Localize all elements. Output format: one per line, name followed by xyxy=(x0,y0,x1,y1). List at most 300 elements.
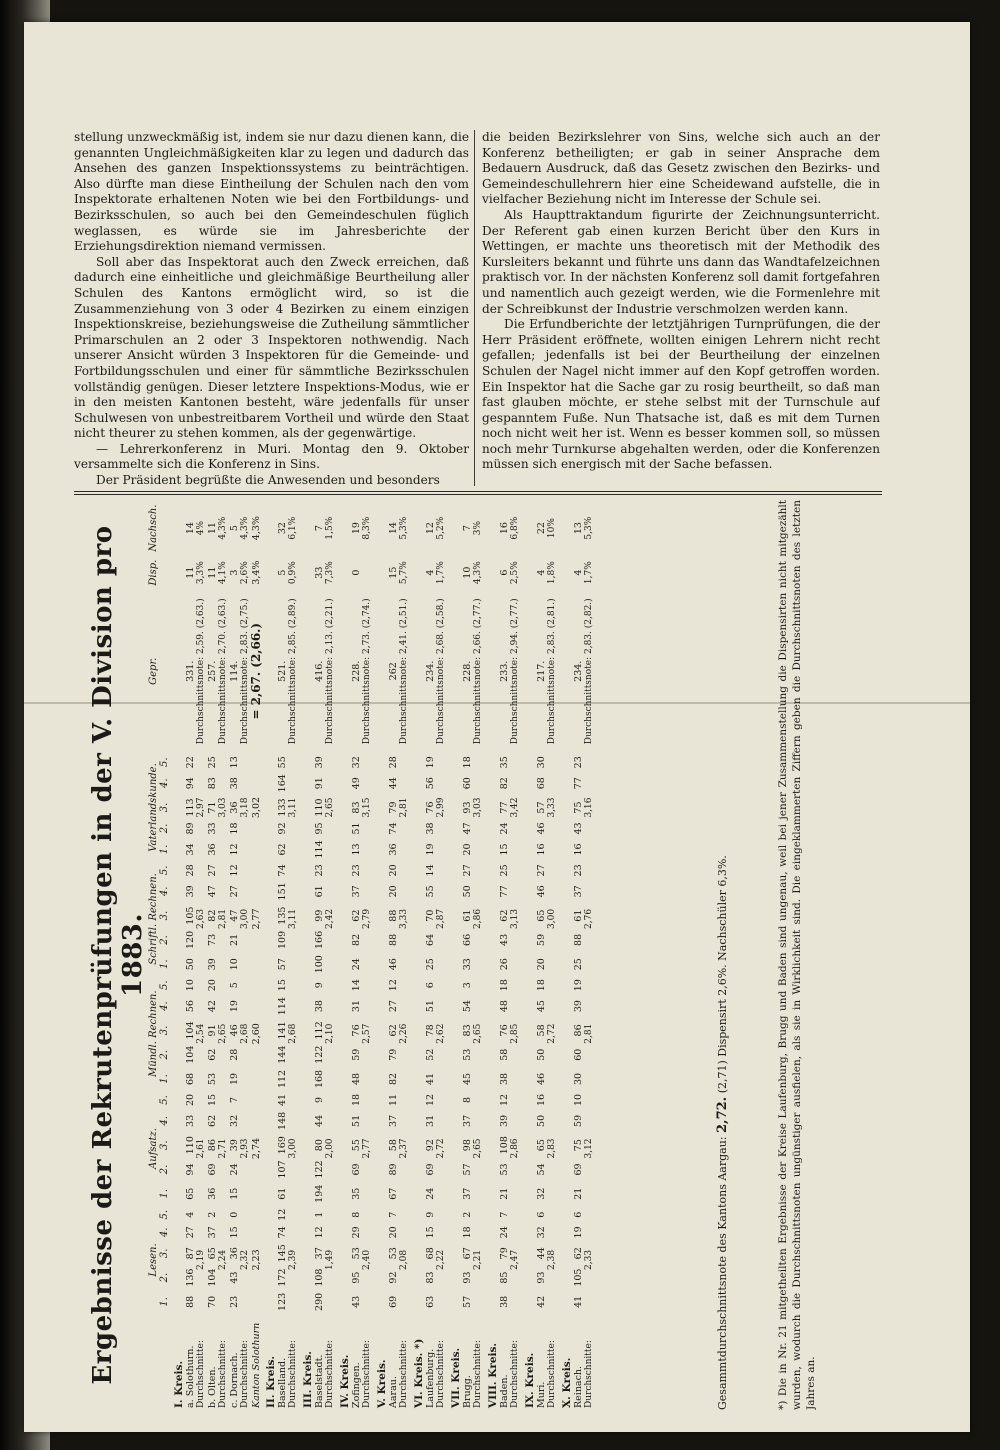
remedial-cell: 22 xyxy=(536,522,547,535)
grade-header: 4. xyxy=(159,1116,170,1126)
empty-cell xyxy=(447,500,462,1314)
count-cell: 48 xyxy=(499,1000,510,1013)
table-row xyxy=(410,500,425,1410)
count-cell: 9 xyxy=(314,1096,325,1103)
grade-header: 5. xyxy=(159,1209,170,1220)
count-cell: 19 xyxy=(425,843,436,856)
average-cell: 2,33 xyxy=(584,1249,594,1270)
header-cell xyxy=(159,589,170,753)
count-cell: 92 xyxy=(425,1139,436,1152)
grade-header: 1. xyxy=(159,1297,170,1307)
count-cell: 70 xyxy=(207,1295,218,1308)
examined-cell: 257. xyxy=(207,660,218,682)
count-cell: 25 xyxy=(207,756,218,769)
count-cell: 141 xyxy=(277,1021,288,1040)
row-label: Kanton Solothurn xyxy=(251,1322,262,1408)
average-cell: 3,16 xyxy=(584,797,594,818)
count-cell: 53 xyxy=(207,1072,218,1086)
count-cell: 37 xyxy=(314,1247,325,1260)
count-cell: 47 xyxy=(207,885,218,898)
table-row xyxy=(425,500,436,1410)
count-cell: 14 xyxy=(425,864,436,877)
grade-header: 3. xyxy=(159,910,170,921)
count-cell: 51 xyxy=(351,1114,362,1127)
count-cell: 53 xyxy=(499,1163,510,1176)
count-cell: 74 xyxy=(277,864,288,877)
count-cell: 169 xyxy=(277,1136,288,1155)
count-cell: 46 xyxy=(229,1024,240,1037)
dispensed-cell: 4 xyxy=(536,569,547,576)
remedial-cell: 7 xyxy=(314,525,325,532)
grade-note-cell: = 2,67. (2,66.) xyxy=(249,622,263,720)
count-cell: 91 xyxy=(207,1024,218,1037)
average-cell: 2,87 xyxy=(436,908,446,929)
count-cell: 24 xyxy=(499,822,510,835)
count-cell: 8 xyxy=(462,1096,473,1103)
header-cell xyxy=(159,500,170,556)
count-cell: 9 xyxy=(314,982,325,989)
count-cell: 88 xyxy=(185,1295,196,1308)
count-cell: 77 xyxy=(499,885,510,898)
average-cell: 1,49 xyxy=(325,1249,335,1270)
header-vland: Vaterlandskunde. xyxy=(148,763,159,852)
dispensed-cell: 3 xyxy=(229,569,240,576)
count-cell: 26 xyxy=(499,958,510,971)
row-label: IV. Kreis. xyxy=(339,1354,351,1408)
header-lesen: Lesen. xyxy=(148,1243,159,1277)
count-cell: 52 xyxy=(425,1048,436,1061)
count-cell: 113 xyxy=(185,798,196,817)
count-cell: 5 xyxy=(229,982,240,989)
table-title: Ergebnisse der Rekrutenprüfungen in der V. Division pro 1883. xyxy=(88,525,148,1385)
count-cell: 62 xyxy=(277,843,288,856)
count-cell: 79 xyxy=(499,1247,510,1260)
count-cell: 68 xyxy=(425,1247,436,1260)
dispensed-cell: 10 xyxy=(462,566,473,579)
count-cell: 76 xyxy=(425,801,436,814)
empty-cell xyxy=(558,500,573,1314)
grade-note-cell: Durchschnittsnote: 2,94. (2,77.) xyxy=(510,598,520,745)
count-cell: 38 xyxy=(425,822,436,835)
average-cell: 2,97 xyxy=(196,797,206,818)
row-label: Durchschnitte: xyxy=(547,1340,557,1408)
average-cell: 2,23 xyxy=(251,1249,262,1271)
dispensed-cell: 4 xyxy=(425,569,436,576)
average-cell: 2,00 xyxy=(325,1138,335,1159)
count-cell: 62 xyxy=(207,1048,218,1061)
row-label: Durchschnitte: xyxy=(584,1340,594,1408)
row-label: Durchschnitte: xyxy=(218,1340,228,1408)
count-cell: 77 xyxy=(573,777,584,790)
count-cell: 11 xyxy=(388,1093,399,1106)
count-cell: 37 xyxy=(462,1114,473,1127)
count-cell: 75 xyxy=(573,1139,584,1152)
dispensed-pct-cell: 1,7% xyxy=(584,561,594,585)
grade-note-cell: Durchschnittsnote: 2,68. (2,58.) xyxy=(436,598,446,745)
dispensed-cell: 11 xyxy=(185,566,196,579)
count-cell: 20 xyxy=(207,979,218,992)
row-label: X. Kreis. xyxy=(561,1357,573,1408)
table-row xyxy=(388,500,399,1410)
count-cell: 123 xyxy=(277,1292,288,1311)
dispensed-pct-cell: 0,9% xyxy=(288,561,298,585)
count-cell: 2 xyxy=(207,1211,218,1218)
paragraph: stellung unzweckmäßig ist, indem sie nur dazu dienen kann, die genannten Ungleichmäßigkeiten klar zu legen und dadurch das Ansehen des ganzen Inspektionssystems zu beinträchtigen. Also dürfte man diese Eintheilung der Schulen nach den vom Inspektorate erhaltenen Noten wie bei den Fortbildungs- und Bezirksschulen, so auch bei den Gemeindeschulen füglich weglassen, es würde sie im Jahresberichte der Erziehungsdirektion niemand vermissen. xyxy=(74,130,469,254)
row-label: Durchschnitte: xyxy=(240,1340,250,1408)
count-cell: 23 xyxy=(573,864,584,877)
count-cell: 82 xyxy=(207,909,218,922)
grade-header: 5. xyxy=(159,1095,170,1105)
count-cell: 36 xyxy=(229,801,240,814)
average-cell: 2,21 xyxy=(473,1249,483,1270)
count-cell: 36 xyxy=(229,1247,240,1260)
count-cell: 82 xyxy=(351,933,362,946)
count-cell: 62 xyxy=(499,909,510,922)
examined-cell: 521. xyxy=(277,660,288,682)
count-cell: 20 xyxy=(388,885,399,898)
count-cell: 22 xyxy=(185,756,196,769)
row-label: Durchschnitte: xyxy=(473,1340,483,1408)
paragraph: Als Haupttraktandum figurirte der Zeichnungsunterricht. Der Referent gab einen kurzen Bericht über den Kurs in Wettingen, er machte uns theoretisch mit der Methodik des Kursleiters bekannt und führte uns dann das Wandtafelzeichnen praktisch vor. In der nächsten Konferenz soll damit fortgefahren und namentlich auch gezeigt werden, wie die Formenlehre mit der Schreibkunst der Industrie verschmolzen werden kann. xyxy=(482,207,880,316)
dispensed-cell: 33 xyxy=(314,566,325,579)
count-cell: 194 xyxy=(314,1184,325,1203)
row-label: Reinach. xyxy=(573,1365,584,1408)
count-cell: 88 xyxy=(388,933,399,946)
count-cell: 15 xyxy=(229,1226,240,1239)
count-cell: 43 xyxy=(229,1271,240,1284)
column-divider xyxy=(474,130,475,486)
count-cell: 83 xyxy=(351,801,362,814)
count-cell: 21 xyxy=(499,1187,510,1200)
count-cell: 83 xyxy=(207,777,218,790)
count-cell: 44 xyxy=(314,1114,325,1127)
count-cell: 27 xyxy=(388,1000,399,1013)
count-cell: 29 xyxy=(351,1226,362,1239)
count-cell: 50 xyxy=(536,1114,547,1127)
grade-header: 1. xyxy=(159,1188,170,1199)
grade-note-cell: Durchschnittsnote: 2,66. (2,77.) xyxy=(473,598,483,745)
count-cell: 37 xyxy=(388,1114,399,1127)
count-cell: 45 xyxy=(462,1072,473,1086)
average-cell: 2,65 xyxy=(473,1138,483,1159)
summary-rest: (2,71) Dispensirt 2,6%. Nachschüler 6,3%. xyxy=(716,855,729,1094)
remedial-cell: 19 xyxy=(351,522,362,535)
count-cell: 88 xyxy=(573,933,584,946)
count-cell: 30 xyxy=(536,756,547,769)
count-cell: 43 xyxy=(499,933,510,946)
remedial-pct-cell: 1,5% xyxy=(325,516,335,540)
dispensed-pct-cell: 4,1% xyxy=(218,561,228,585)
count-cell: 38 xyxy=(499,1295,510,1308)
rotated-table-content xyxy=(86,500,882,1410)
count-cell: 37 xyxy=(573,885,584,898)
summary-label: Gesammtdurchschnittsnote des Kantons Aargau: xyxy=(716,1136,729,1410)
count-cell: 105 xyxy=(185,906,196,925)
count-cell: 51 xyxy=(351,822,362,835)
average-cell: 2,81 xyxy=(584,1023,594,1044)
count-cell: 0 xyxy=(229,1211,240,1218)
grade-note-cell: Durchschnittsnote: 2,83. (2,82.) xyxy=(584,598,594,745)
footnote: *) Die in Nr. 21 mitgetheilten Ergebnisse der Kreise Laufenburg, Brugg und Baden sind ungenau, weil bei jener Zusammenstellung die Dispensirten nicht mitgezählt wurden, wodurch die Durchschnittsnoten ungünstiger ausfielen, als sie in Wirklichkeit sind. Die eingeklammerten Ziffern geben die Durchschnittsnoten des letzten Jahres an. xyxy=(777,500,817,1410)
remedial-pct-cell: 5,3% xyxy=(584,516,594,540)
count-cell: 10 xyxy=(185,979,196,992)
table-row xyxy=(218,500,229,1410)
paragraph: Soll aber das Inspektorat auch den Zweck erreichen, daß dadurch eine einheitliche und gleichmäßige Beurtheilung aller Schulen des Kantons ermöglicht wird, so ist die Zusammenziehung von 3 oder 4 Bezirken zu einem einzigen Inspektionskreise, beziehungsweise die Zutheilung sämmtlicher Primarschulen an 2 oder 3 Inspektoren nothwendig. Nach unserer Ansicht würden 3 Inspektoren für die Gemeinde- und Fortbildungsschulen und einer für sämmtliche Bezirksschulen vollständig genügen. Dieser letztere Inspektions-Modus, wie er in den meisten Kantonen besteht, wäre jedenfalls für unser Schulwesen von unbestreitbarem Vortheil und würde den Staat nicht theurer zu stehen kommen, als der gegenwärtige. xyxy=(74,254,469,441)
count-cell: 16 xyxy=(536,843,547,856)
count-cell: 43 xyxy=(573,822,584,835)
dispensed-cell: 11 xyxy=(207,566,218,579)
table-row xyxy=(521,500,536,1410)
section-rule xyxy=(74,491,882,492)
grade-note-cell: Durchschnittsnote: 2,70. (2,63.) xyxy=(218,598,228,745)
average-cell: 2,47 xyxy=(510,1249,520,1270)
remedial-pct-cell: 4,3% xyxy=(240,516,250,540)
grade-header: 3. xyxy=(159,1025,170,1036)
table-row xyxy=(185,500,196,1410)
count-cell: 110 xyxy=(314,798,325,817)
remedial-cell: 13 xyxy=(573,522,584,535)
average-cell: 3,03 xyxy=(218,797,228,818)
row-label: V. Kreis. xyxy=(376,1359,388,1408)
count-cell: 15 xyxy=(425,1226,436,1239)
grade-note-cell: Durchschnittsnote: 2,83. (2,75.) xyxy=(240,598,250,745)
remedial-cell: 7 xyxy=(462,525,473,532)
paragraph: die beiden Bezirkslehrer von Sins, welche sich auch an der Konferenz betheiligten; er gab in seiner Ansprache dem Bedauern Ausdruck, daß das Gesetz zwischen den Bezirks- und Gemeindeschullehrern hier eine Scheidewand aufstelle, die in vielfacher Beziehung nicht im Interesse der Schule sei. xyxy=(482,130,880,207)
count-cell: 46 xyxy=(388,958,399,971)
average-cell: 3,00 xyxy=(547,908,557,929)
count-cell: 34 xyxy=(185,843,196,856)
remedial-pct-cell: 4% xyxy=(196,520,206,536)
average-cell: 3,13 xyxy=(510,908,520,929)
table-row xyxy=(558,500,573,1410)
average-cell: 2,86 xyxy=(510,1138,520,1159)
grade-header: 2. xyxy=(159,1272,170,1283)
grade-header: 2. xyxy=(159,935,170,945)
count-cell: 93 xyxy=(462,1271,473,1284)
grade-header: 2. xyxy=(159,1164,170,1175)
count-cell: 39 xyxy=(499,1114,510,1127)
count-cell: 114 xyxy=(314,840,325,859)
table-row xyxy=(229,500,240,1410)
average-cell: 3,33 xyxy=(399,908,409,929)
count-cell: 80 xyxy=(314,1139,325,1152)
empty-cell xyxy=(299,500,314,1314)
grade-note-cell: Durchschnittsnote: 2,13. (2,21.) xyxy=(325,598,335,745)
average-cell: 2,39 xyxy=(288,1249,298,1270)
count-cell: 59 xyxy=(573,1114,584,1127)
count-cell: 28 xyxy=(229,1048,240,1061)
count-cell: 33 xyxy=(207,822,218,835)
grade-header: 2. xyxy=(159,1049,170,1060)
row-label: Baselstadt. xyxy=(314,1354,325,1408)
count-cell: 35 xyxy=(499,756,510,769)
table-row xyxy=(196,500,207,1410)
average-cell: 2,22 xyxy=(436,1249,446,1270)
count-cell: 69 xyxy=(351,1163,362,1176)
grade-note-cell: Durchschnittsnote: 2,85. (2,89.) xyxy=(288,598,298,745)
count-cell: 83 xyxy=(425,1271,436,1284)
empty-cell xyxy=(262,500,277,1314)
count-cell: 61 xyxy=(277,1187,288,1200)
count-cell: 85 xyxy=(499,1271,510,1284)
row-label: a. Solothurn. xyxy=(185,1345,196,1408)
count-cell: 53 xyxy=(351,1247,362,1260)
count-cell: 37 xyxy=(207,1226,218,1239)
count-cell: 112 xyxy=(277,1069,288,1089)
count-cell: 23 xyxy=(573,756,584,769)
count-cell: 122 xyxy=(314,1045,325,1064)
average-cell: 2,63 xyxy=(196,908,206,929)
count-cell: 133 xyxy=(277,798,288,817)
table-row xyxy=(251,500,262,1410)
count-cell: 71 xyxy=(207,801,218,814)
count-cell: 45 xyxy=(536,1000,547,1013)
count-cell: 6 xyxy=(573,1211,584,1218)
grade-note-cell: Durchschnittsnote: 2,73. (2,74.) xyxy=(362,598,372,745)
count-cell: 104 xyxy=(207,1268,218,1287)
count-cell: 24 xyxy=(425,1187,436,1200)
count-cell: 25 xyxy=(425,958,436,971)
header-disp: Disp. xyxy=(148,559,159,586)
average-cell: 2,72 xyxy=(436,1138,446,1159)
count-cell: 144 xyxy=(277,1045,288,1064)
count-cell: 18 xyxy=(351,1093,362,1106)
average-cell: 2,77 xyxy=(362,1138,372,1159)
count-cell: 39 xyxy=(229,1139,240,1152)
table-row xyxy=(325,500,336,1410)
count-cell: 136 xyxy=(185,1268,196,1287)
count-cell: 13 xyxy=(229,756,240,769)
table-row xyxy=(436,500,447,1410)
average-cell: 2,61 xyxy=(196,1138,206,1159)
average-cell: 3,00 xyxy=(240,908,250,929)
row-label: IX. Kreis. xyxy=(524,1352,536,1408)
count-cell: 122 xyxy=(314,1160,325,1179)
row-label: Aarau. xyxy=(388,1376,399,1408)
count-cell: 79 xyxy=(388,1048,399,1061)
dispensed-cell: 15 xyxy=(388,566,399,579)
count-cell: 8 xyxy=(351,1211,362,1218)
average-cell: 2,08 xyxy=(399,1249,409,1270)
average-cell: 2,65 xyxy=(473,1023,483,1044)
count-cell: 44 xyxy=(536,1247,547,1260)
examined-cell: 114. xyxy=(229,660,240,682)
average-cell: 3,11 xyxy=(288,908,298,929)
count-cell: 57 xyxy=(277,958,288,971)
count-cell: 89 xyxy=(185,822,196,835)
grade-note-cell: Durchschnittsnote: 2,83. (2,81.) xyxy=(547,598,557,745)
examined-cell: 262 xyxy=(388,662,399,681)
count-cell: 55 xyxy=(425,885,436,898)
dispensed-cell: 5 xyxy=(277,569,288,576)
count-cell: 62 xyxy=(388,1024,399,1037)
count-cell: 53 xyxy=(388,1247,399,1260)
average-cell: 3,11 xyxy=(288,797,298,818)
average-cell: 3,42 xyxy=(510,797,520,818)
count-cell: 57 xyxy=(462,1295,473,1308)
grade-header: 1. xyxy=(159,844,170,855)
paragraph: — Lehrerkonferenz in Muri. Montag den 9. Oktober versammelte sich die Konferenz in Sins. xyxy=(74,441,469,472)
count-cell: 50 xyxy=(462,885,473,898)
count-cell: 86 xyxy=(573,1024,584,1037)
table-row xyxy=(207,500,218,1410)
average-cell: 2,79 xyxy=(362,908,372,929)
dispensed-pct-cell: 2,5% xyxy=(510,561,520,585)
header-nachsch: Nachsch. xyxy=(148,504,159,552)
count-cell: 62 xyxy=(207,1114,218,1127)
count-cell: 20 xyxy=(388,864,399,877)
count-cell: 16 xyxy=(536,1093,547,1106)
count-cell: 27 xyxy=(185,1226,196,1239)
count-cell: 110 xyxy=(185,1136,196,1155)
count-cell: 59 xyxy=(536,933,547,946)
average-cell: 3,00 xyxy=(288,1138,298,1159)
count-cell: 168 xyxy=(314,1069,325,1089)
average-cell: 2,54 xyxy=(196,1023,206,1044)
remedial-cell: 14 xyxy=(388,522,399,535)
grade-header: 5. xyxy=(159,980,170,990)
grade-header: 4. xyxy=(159,886,170,897)
dispensed-pct-cell: 3,3% xyxy=(196,561,206,585)
count-cell: 74 xyxy=(277,1226,288,1239)
count-cell: 46 xyxy=(536,885,547,898)
count-cell: 18 xyxy=(536,979,547,992)
average-cell: 2,24 xyxy=(218,1249,228,1270)
table-row xyxy=(584,500,595,1410)
count-cell: 35 xyxy=(351,1187,362,1200)
count-cell: 33 xyxy=(185,1114,196,1127)
count-cell: 82 xyxy=(388,1072,399,1086)
count-cell: 62 xyxy=(573,1247,584,1260)
remedial-pct-cell: 4,3% xyxy=(218,516,228,540)
remedial-cell: 32 xyxy=(277,522,288,535)
count-cell: 7 xyxy=(499,1211,510,1218)
count-cell: 18 xyxy=(462,1226,473,1239)
remedial-pct-cell: 4,3% xyxy=(251,516,262,541)
average-cell: 2,60 xyxy=(251,1023,262,1045)
count-cell: 55 xyxy=(351,1139,362,1152)
average-cell: 3,18 xyxy=(240,797,250,818)
paragraph: Die Erfundberichte der letztjährigen Turnprüfungen, die der Herr Präsident eröffnete, wollten einigen Lehrern nicht recht gefallen; jedenfalls ist bei der Beurtheilung der einzelnen Schulen der Nagel nicht immer auf den Kopf getroffen worden. Ein Inspektor hat die Sache gar zu rosig beurtheilt, so daß man fast glauben möchte, er stehe selbst mit der Turnschule auf gespanntem Fuße. Nun Thatsache ist, daß es mit dem Turnen noch nicht weit her ist. Wenn es besser kommen soll, so müssen noch mehr Turnkurse abgehalten werden, oder die Konferenzen müssen sich energisch mit der Sache befassen. xyxy=(482,317,880,472)
count-cell: 38 xyxy=(314,1000,325,1013)
count-cell: 46 xyxy=(536,822,547,835)
empty-cell xyxy=(373,500,388,1314)
average-cell: 3,02 xyxy=(251,796,262,819)
count-cell: 166 xyxy=(314,930,325,949)
count-cell: 19 xyxy=(229,1072,240,1086)
dispensed-pct-cell: 7,3% xyxy=(325,561,335,585)
count-cell: 60 xyxy=(573,1048,584,1061)
remedial-pct-cell: 3% xyxy=(473,520,483,536)
average-cell: 2,81 xyxy=(218,908,228,929)
table-row xyxy=(299,500,314,1410)
count-cell: 65 xyxy=(536,909,547,922)
count-cell: 20 xyxy=(388,1226,399,1239)
count-cell: 61 xyxy=(573,909,584,922)
count-cell: 98 xyxy=(462,1139,473,1152)
count-cell: 66 xyxy=(462,933,473,946)
row-label: VII. Kreis. xyxy=(450,1347,462,1408)
count-cell: 58 xyxy=(499,1048,510,1061)
count-cell: 75 xyxy=(573,801,584,814)
count-cell: 60 xyxy=(462,777,473,790)
table-row xyxy=(314,500,325,1410)
table-row xyxy=(473,500,484,1410)
count-cell: 36 xyxy=(207,1187,218,1200)
count-cell: 43 xyxy=(351,1295,362,1308)
grade-header: 1. xyxy=(159,1074,170,1084)
empty-cell xyxy=(410,500,425,1314)
